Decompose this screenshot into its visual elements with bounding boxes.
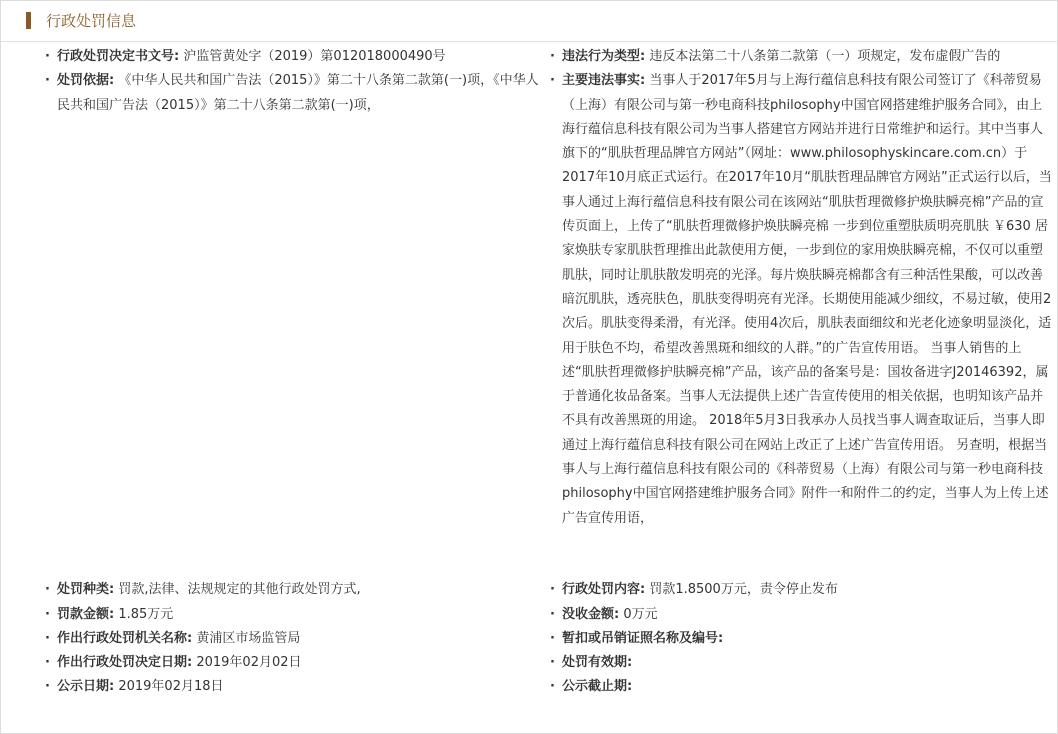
bullet: · [45,655,50,671]
bullet: · [45,582,50,598]
type-label: 处罚种类: [57,582,115,598]
bullet: · [550,630,555,646]
bullet: · [550,73,555,89]
violation-type-label: 违法行为类型: [562,49,646,64]
bullet: · [550,606,555,622]
bullet: · [550,655,555,671]
bullet: · [550,49,555,64]
confiscation-label: 没收金额: [562,606,620,622]
row-content [550,578,1052,602]
basis-label: 处罚依据: [57,73,115,89]
bullet: · [550,679,555,695]
row-decision-date [45,651,541,675]
facts-value: 当事人于2017年5月与上海行蕴信息科技有限公司签订了《科蒂贸易（上海）有限公司与第一秒电商科技philosophy中国官网搭建维护服务合同》，由上海行蕴信息科技有限公司为当事人搭建官方网站并进行日常维护和运行。其中当事人旗下的“肌肤哲理品牌官方网站”（网址：www.philosophyskincare.com.cn）于2017年10月底正式运行。在2017年10月“肌肤哲理品牌官方网站”正式运行以后，当事人通过上海行蕴信息科技有限公司在该网站“肌肤哲理微修护焕肤瞬亮棉”产品的宣传页面上，上传了“肌肤哲理微修护焕肤瞬亮棉 一步到位重塑肤质明亮肌肤 ￥630 居家焕肤专家肌肤哲理推出此款使用方便，一步到位的家用焕肤瞬亮棉，不仅可以重塑肌肤，同时让肌肤散发明亮的光泽。每片焕肤瞬亮棉都含有三种活性果酸，可以改善暗沉肌肤，透亮肤色，肌肤变得明亮有光泽。长期使用能减少细纹，不易过敏，使用2次后。肌肤变得柔滑，有光泽。使用4次后，肌肤表面细纹和光老化迹象明显淡化，适用于肤色不均，希望改善黑斑和细纹的人群。”的广告宣传用语。 当事人销售的上述“肌肤哲理微修护肤瞬亮棉”产品，该产品的备案号是：国妆备进字J20146392，属于普通化妆品备案。当事人无法提供上述广告宣传使用的相关依据，也明知该产品并不具有改善黑斑的用途。 2018年5月3日我承办人员找当事人调查取证后，当事人即通过上海行蕴信息科技有限公司在网站上改正了上述广告宣传用语。 另查明，根据当事人与上海行蕴信息科技有限公司的《科蒂贸易（上海）有限公司与第一秒电商科技philosophy中国官网搭建维护服务合同》附件一和附件二的约定，当事人为上传上述广告宣传用语， [562,73,1052,526]
bullet: · [550,582,555,598]
basis-value: 《中华人民共和国广告法（2015）》第二十八条第二款第(一)项，《中华人民共和国广告法（2015）》第二十八条第二款第(一)项， [57,73,539,113]
bullet: · [45,606,50,622]
row-facts [550,69,1052,578]
fine-value: 1.85万元 [118,606,174,622]
row-confiscation [550,603,1052,627]
row-authority [45,627,541,651]
validity-label: 处罚有效期: [562,655,633,671]
row-type [45,578,541,602]
row-doc-number [45,45,541,69]
row-basis [45,69,541,578]
license-label: 暂扣或吊销证照名称及编号: [562,630,724,646]
right-column [550,45,1052,700]
publish-date-label: 公示日期: [57,679,115,695]
facts-label: 主要违法事实: [562,73,646,89]
bullet: · [45,679,50,695]
row-license [550,627,1052,651]
section-marker [26,12,31,29]
content-label: 行政处罚内容: [562,582,646,598]
authority-value: 黄浦区市场监管局 [196,630,301,646]
row-publish-date [45,675,541,699]
bullet: · [45,49,50,64]
fine-label: 罚款金额: [57,606,115,622]
decision-date-label: 作出行政处罚决定日期: [57,655,193,671]
section-title: 行政处罚信息 [46,12,137,30]
row-deadline [550,675,1052,699]
deadline-label: 公示截止期: [562,679,633,695]
row-validity [550,651,1052,675]
row-fine [45,603,541,627]
authority-label: 作出行政处罚机关名称: [57,630,193,646]
content-value: 罚款1.8500万元，责令停止发布 [649,582,838,598]
publish-date-value: 2019年02月18日 [118,679,224,695]
type-value: 罚款,法律、法规规定的其他行政处罚方式, [118,582,361,598]
bullet: · [45,630,50,646]
violation-type-value: 违反本法第二十八条第二款第（一）项规定，发布虚假广告的 [649,49,1001,64]
decision-date-value: 2019年02月02日 [196,655,302,671]
section-header [1,1,1057,42]
confiscation-value: 0万元 [623,606,658,622]
doc-number-label: 行政处罚决定书文号: [57,49,180,64]
doc-number-value: 沪监管黄处字（2019）第012018000490号 [183,49,446,64]
row-violation-type [550,45,1052,69]
bullet: · [45,73,50,89]
left-column [45,45,541,700]
